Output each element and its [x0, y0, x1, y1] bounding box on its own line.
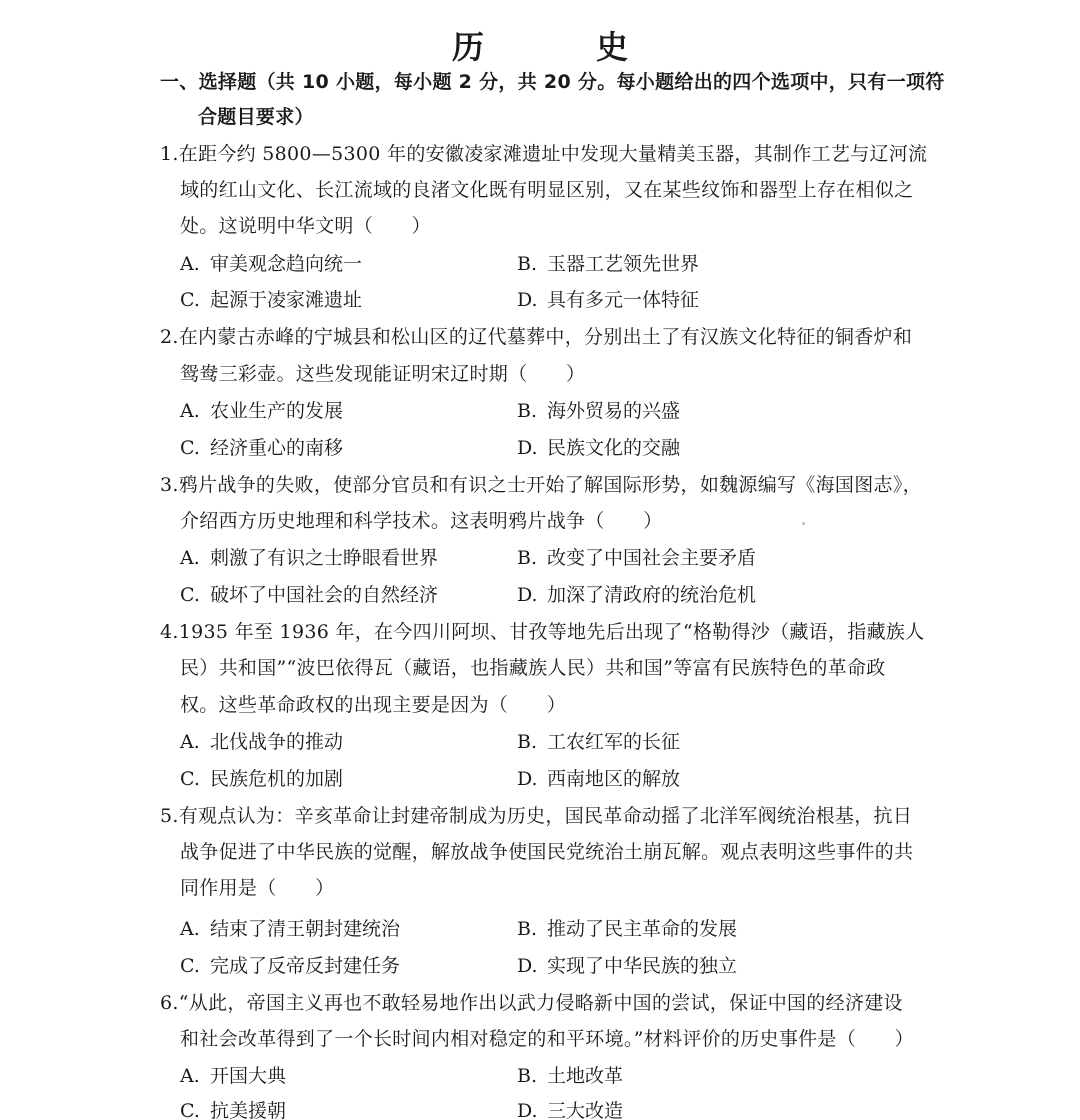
question-4-option-b[interactable]: B. 工农红军的长征: [517, 731, 681, 753]
question-2-stem-line-2: 鸳鸯三彩壶。这些发现能证明宋辽时期（ ）: [180, 363, 586, 385]
question-4-option-c[interactable]: C. 民族危机的加剧: [180, 768, 344, 790]
question-2-option-d[interactable]: D. 民族文化的交融: [517, 437, 681, 459]
question-1-stem-line-3: 处。这说明中华文明（ ）: [180, 215, 431, 237]
question-6-stem-line-2: 和社会改革得到了一个长时间内相对稳定的和平环境。”材料评价的历史事件是（ ）: [180, 1028, 914, 1050]
question-6-option-c[interactable]: C. 抗美援朝: [180, 1100, 287, 1120]
question-5-option-d[interactable]: D. 实现了中华民族的独立: [517, 955, 738, 977]
section-heading-line-1: 一、选择题（共 10 小题，每小题 2 分，共 20 分。每小题给出的四个选项中，只有一项符: [160, 71, 945, 93]
question-1-option-b[interactable]: B. 玉器工艺领先世界: [517, 253, 700, 275]
question-6-option-d[interactable]: D. 三大改造: [517, 1100, 624, 1120]
question-1-stem-line-1: 1.在距今约 5800—5300 年的安徽凌家滩遗址中发现大量精美玉器，其制作工艺与辽河流: [160, 143, 928, 165]
question-2-stem-line-1: 2.在内蒙古赤峰的宁城县和松山区的辽代墓葬中，分别出土了有汉族文化特征的铜香炉和: [160, 326, 913, 348]
question-1-option-a[interactable]: A. 审美观念趋向统一: [180, 253, 363, 275]
question-5-option-c[interactable]: C. 完成了反帝反封建任务: [180, 955, 401, 977]
question-5-stem-line-2: 战争促进了中华民族的觉醒，解放战争使国民党统治土崩瓦解。观点表明这些事件的共: [180, 841, 914, 863]
question-4-option-d[interactable]: D. 西南地区的解放: [517, 768, 681, 790]
question-3-option-d[interactable]: D. 加深了清政府的统治危机: [517, 584, 757, 606]
question-2-option-c[interactable]: C. 经济重心的南移: [180, 437, 344, 459]
question-6-option-a[interactable]: A. 开国大典: [180, 1065, 287, 1087]
question-5-stem-line-3: 同作用是（ ）: [180, 877, 335, 899]
section-heading-line-2: 合题目要求）: [198, 106, 314, 128]
question-4-stem-line-1: 4.1935 年至 1936 年，在今四川阿坝、甘孜等地先后出现了“格勒得沙（藏语，指藏族人: [160, 621, 925, 643]
question-2-option-b[interactable]: B. 海外贸易的兴盛: [517, 400, 681, 422]
question-1-option-c[interactable]: C. 起源于凌家滩遗址: [180, 289, 363, 311]
question-4-stem-line-2: 民）共和国”“波巴依得瓦（藏语，也指藏族人民）共和国”等富有民族特色的革命政: [180, 657, 886, 679]
question-5-option-a[interactable]: A. 结束了清王朝封建统治: [180, 918, 401, 940]
question-2-option-a[interactable]: A. 农业生产的发展: [180, 400, 344, 422]
question-3-option-a[interactable]: A. 刺激了有识之士睁眼看世界: [180, 547, 439, 569]
question-5-stem-line-1: 5.有观点认为：辛亥革命让封建帝制成为历史，国民革命动摇了北洋军阀统治根基，抗日: [160, 805, 913, 827]
page-title: 历 史: [451, 28, 668, 66]
question-4-option-a[interactable]: A. 北伐战争的推动: [180, 731, 344, 753]
question-1-stem-line-2: 域的红山文化、长江流域的良渚文化既有明显区别，又在某些纹饰和器型上存在相似之: [180, 179, 914, 201]
question-3-option-c[interactable]: C. 破坏了中国社会的自然经济: [180, 584, 439, 606]
question-3-option-b[interactable]: B. 改变了中国社会主要矛盾: [517, 547, 757, 569]
question-5-option-b[interactable]: B. 推动了民主革命的发展: [517, 918, 738, 940]
scan-speck: [802, 522, 805, 525]
question-6-stem-line-1: 6.“从此，帝国主义再也不敢轻易地作出以武力侵略新中国的尝试，保证中国的经济建设: [160, 992, 903, 1014]
question-1-option-d[interactable]: D. 具有多元一体特征: [517, 289, 700, 311]
question-6-option-b[interactable]: B. 土地改革: [517, 1065, 624, 1087]
question-3-stem-line-2: 介绍西方历史地理和科学技术。这表明鸦片战争（ ）: [180, 510, 663, 532]
question-3-stem-line-1: 3.鸦片战争的失败，使部分官员和有识之士开始了解国际形势，如魏源编写《海国图志》，: [160, 474, 922, 496]
question-4-stem-line-3: 权。这些革命政权的出现主要是因为（ ）: [180, 694, 567, 716]
